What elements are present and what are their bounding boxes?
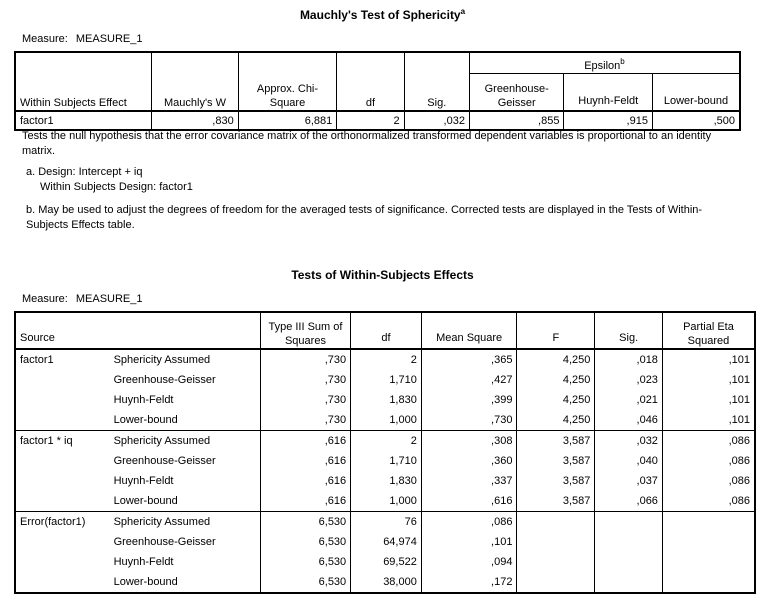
cell-lower-bound: ,500	[652, 111, 740, 130]
mauchly-title-text: Mauchly's Test of Sphericity	[299, 8, 461, 22]
header-f: F	[517, 312, 595, 349]
cell-partial-eta: ,086	[662, 431, 755, 452]
header-mean-square: Mean Square	[421, 312, 517, 349]
cell-mean-square: ,730	[421, 410, 517, 431]
footnote-a-line1: a. Design: Intercept + iq	[26, 166, 143, 178]
cell-df: 64,974	[351, 532, 422, 552]
cell-sig: ,021	[595, 390, 663, 410]
cell-f: 4,250	[517, 390, 595, 410]
table-row	[15, 451, 755, 471]
cell-huynh-feldt: ,915	[564, 111, 652, 130]
cell-mean-square: ,094	[421, 552, 517, 572]
cell-ss: ,730	[260, 410, 350, 431]
mauchly-title-footnote: a	[460, 7, 466, 16]
cell-f: 4,250	[517, 349, 595, 370]
cell-ss: ,730	[260, 349, 350, 370]
cell-df: 1,710	[351, 451, 422, 471]
cell-df: 76	[351, 512, 422, 533]
header-chi-square: Approx. Chi-Square	[238, 52, 337, 111]
cell-sig: ,023	[595, 370, 663, 390]
mauchly-note: Tests the null hypothesis that the error covariance matrix of the orthonormalized transformed dependent variables is proportional to an identity matrix.	[22, 130, 712, 157]
within-table	[14, 311, 756, 594]
cell-sig: ,046	[595, 410, 663, 431]
cell-partial-eta: ,086	[662, 471, 755, 491]
cell-mean-square: ,308	[421, 431, 517, 452]
cell-mean-square: ,616	[421, 491, 517, 512]
cell-df: 69,522	[351, 552, 422, 572]
table-row	[15, 532, 755, 552]
cell-sig	[595, 512, 663, 533]
header-epsilon	[469, 52, 740, 74]
footnote-b: b. May be used to adjust the degrees of freedom for the averaged tests of significance. Corrected tests are displayed in the Tests of Within-Subjects Effects table.	[26, 204, 703, 231]
cell-ss: ,730	[260, 390, 350, 410]
table-row	[15, 349, 755, 370]
cell-mean-square: ,427	[421, 370, 517, 390]
cell-sig	[595, 552, 663, 572]
cell-sig: ,032	[595, 431, 663, 452]
header-sig: Sig.	[404, 52, 469, 111]
measure-label: Measure:	[22, 293, 68, 305]
cell-f: 4,250	[517, 410, 595, 431]
cell-partial-eta	[662, 512, 755, 533]
measure-label: Measure:	[22, 33, 68, 45]
cell-correction: Sphericity Assumed	[110, 512, 261, 533]
cell-partial-eta: ,101	[662, 370, 755, 390]
cell-sig	[595, 572, 663, 593]
header-epsilon-footnote: b	[620, 57, 625, 66]
cell-df: 1,000	[351, 410, 422, 431]
cell-ss: 6,530	[260, 532, 350, 552]
header-epsilon-text: Epsilon	[584, 60, 621, 72]
cell-mean-square: ,399	[421, 390, 517, 410]
cell-df: 2	[351, 349, 422, 370]
cell-mean-square: ,360	[421, 451, 517, 471]
cell-source	[15, 410, 110, 431]
cell-source	[15, 390, 110, 410]
header-df: df	[351, 312, 422, 349]
cell-correction: Lower-bound	[110, 410, 261, 431]
cell-correction: Sphericity Assumed	[110, 431, 261, 452]
table-row	[15, 431, 755, 452]
footnote-a-line2: Within Subjects Design: factor1	[40, 181, 193, 193]
measure-value: MEASURE_1	[75, 33, 143, 45]
cell-partial-eta	[662, 532, 755, 552]
cell-correction: Greenhouse-Geisser	[110, 451, 261, 471]
table-row	[15, 370, 755, 390]
table-row	[15, 572, 755, 593]
cell-sig: ,066	[595, 491, 663, 512]
cell-correction: Huynh-Feldt	[110, 471, 261, 491]
cell-partial-eta: ,086	[662, 491, 755, 512]
header-source: Source	[15, 312, 110, 349]
cell-mean-square: ,337	[421, 471, 517, 491]
cell-sig	[595, 532, 663, 552]
header-sig: Sig.	[595, 312, 663, 349]
cell-correction: Greenhouse-Geisser	[110, 532, 261, 552]
header-lower-bound: Lower-bound	[652, 74, 740, 112]
cell-f: 4,250	[517, 370, 595, 390]
mauchly-title	[0, 7, 765, 22]
cell-df: 1,710	[351, 370, 422, 390]
cell-source: Error(factor1)	[15, 512, 110, 533]
table-row	[15, 512, 755, 533]
header-mauchly-w: Mauchly's W	[152, 52, 238, 111]
cell-source	[15, 370, 110, 390]
cell-source: factor1 * iq	[15, 431, 110, 452]
cell-sig: ,040	[595, 451, 663, 471]
cell-source	[15, 572, 110, 593]
cell-source	[15, 532, 110, 552]
cell-df: 1,830	[351, 471, 422, 491]
cell-f	[517, 572, 595, 593]
cell-f	[517, 512, 595, 533]
cell-ss: ,616	[260, 491, 350, 512]
cell-chi-square: 6,881	[238, 111, 337, 130]
header-df: df	[337, 52, 404, 111]
cell-mean-square: ,172	[421, 572, 517, 593]
cell-sig: ,037	[595, 471, 663, 491]
header-correction	[110, 312, 261, 349]
within-measure	[22, 293, 151, 305]
cell-ss: 6,530	[260, 512, 350, 533]
table-row	[15, 491, 755, 512]
cell-greenhouse-geisser: ,855	[469, 111, 564, 130]
cell-df: 2	[351, 431, 422, 452]
cell-mean-square: ,101	[421, 532, 517, 552]
cell-df: 2	[337, 111, 404, 130]
cell-f	[517, 552, 595, 572]
cell-df: 1,000	[351, 491, 422, 512]
header-ss: Type III Sum of Squares	[260, 312, 350, 349]
cell-ss: ,616	[260, 471, 350, 491]
cell-f	[517, 532, 595, 552]
cell-effect: factor1	[15, 111, 152, 130]
cell-partial-eta: ,101	[662, 410, 755, 431]
cell-sig: ,018	[595, 349, 663, 370]
cell-partial-eta	[662, 572, 755, 593]
cell-correction: Huynh-Feldt	[110, 390, 261, 410]
table-row	[15, 471, 755, 491]
header-huynh-feldt: Huynh-Feldt	[564, 74, 652, 112]
cell-source: factor1	[15, 349, 110, 370]
cell-ss: 6,530	[260, 572, 350, 593]
cell-source	[15, 451, 110, 471]
cell-mauchly-w: ,830	[152, 111, 238, 130]
mauchly-measure	[22, 33, 151, 45]
table-row	[15, 390, 755, 410]
cell-correction: Greenhouse-Geisser	[110, 370, 261, 390]
cell-mean-square: ,365	[421, 349, 517, 370]
cell-sig: ,032	[404, 111, 469, 130]
cell-source	[15, 471, 110, 491]
cell-correction: Lower-bound	[110, 491, 261, 512]
cell-f: 3,587	[517, 471, 595, 491]
cell-correction: Lower-bound	[110, 572, 261, 593]
mauchly-row	[15, 111, 740, 130]
cell-ss: 6,530	[260, 552, 350, 572]
cell-source	[15, 491, 110, 512]
cell-partial-eta: ,101	[662, 390, 755, 410]
cell-correction: Huynh-Feldt	[110, 552, 261, 572]
mauchly-table	[14, 51, 741, 131]
cell-correction: Sphericity Assumed	[110, 349, 261, 370]
header-greenhouse-geisser: Greenhouse-Geisser	[469, 74, 564, 112]
cell-f: 3,587	[517, 451, 595, 471]
cell-ss: ,730	[260, 370, 350, 390]
header-partial-eta: Partial Eta Squared	[662, 312, 755, 349]
measure-value: MEASURE_1	[75, 293, 143, 305]
within-title: Tests of Within-Subjects Effects	[291, 268, 474, 282]
table-row	[15, 410, 755, 431]
cell-df: 38,000	[351, 572, 422, 593]
cell-df: 1,830	[351, 390, 422, 410]
cell-f: 3,587	[517, 431, 595, 452]
header-effect: Within Subjects Effect	[15, 52, 152, 111]
cell-f: 3,587	[517, 491, 595, 512]
table-row	[15, 552, 755, 572]
cell-ss: ,616	[260, 431, 350, 452]
cell-source	[15, 552, 110, 572]
cell-partial-eta: ,101	[662, 349, 755, 370]
cell-partial-eta	[662, 552, 755, 572]
cell-mean-square: ,086	[421, 512, 517, 533]
cell-ss: ,616	[260, 451, 350, 471]
cell-partial-eta: ,086	[662, 451, 755, 471]
